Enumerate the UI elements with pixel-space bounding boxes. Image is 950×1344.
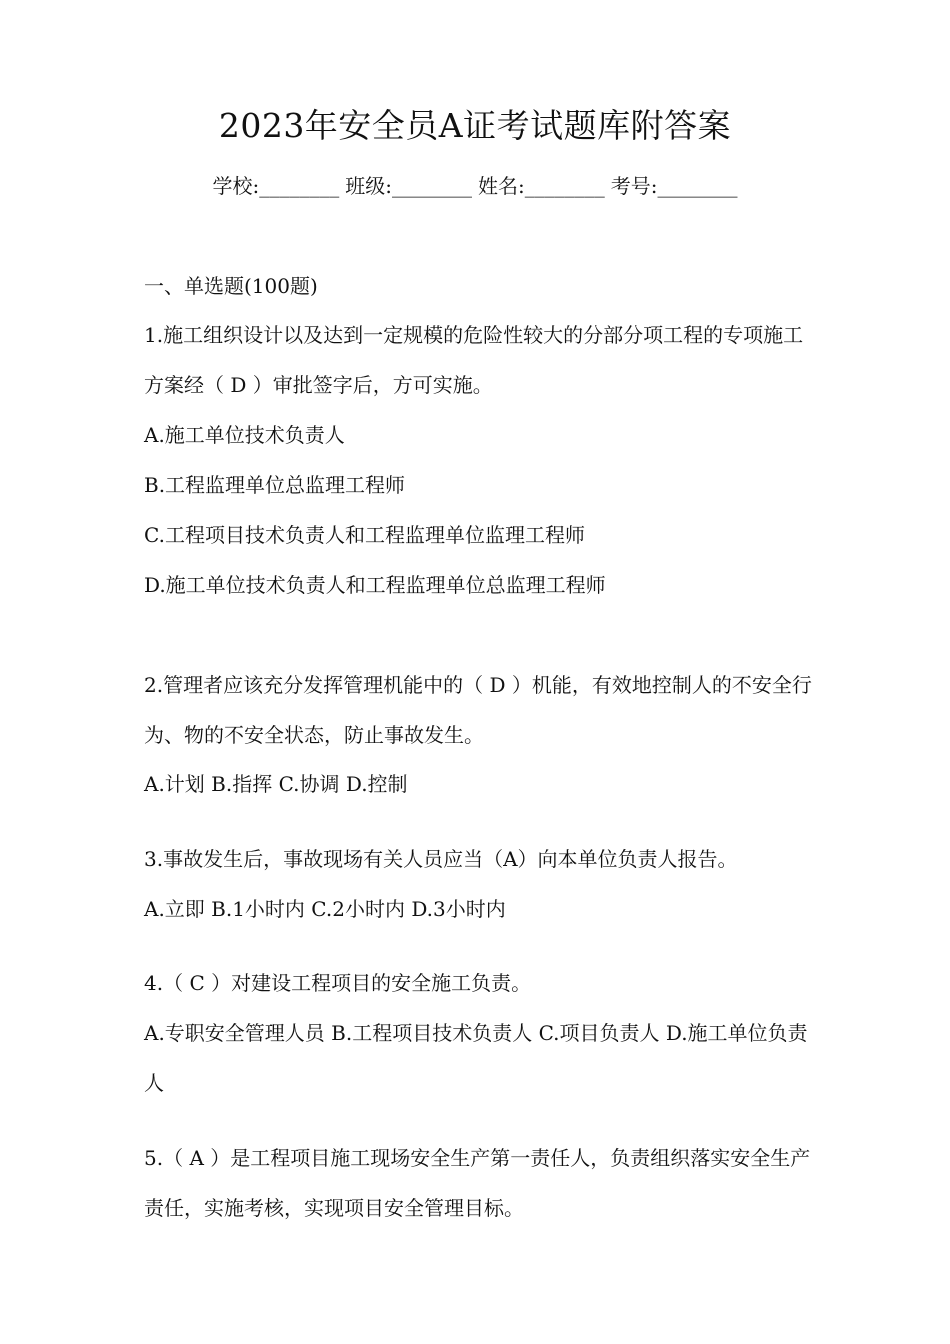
question-1-option-c: C.工程项目技术负责人和工程监理单位监理工程师 [144, 523, 585, 547]
question-2-options: A.计划 B.指挥 C.协调 D.控制 [144, 772, 408, 796]
question-3-options: A.立即 B.1小时内 C.2小时内 D.3小时内 [144, 897, 506, 921]
question-stem-2: 2.管理者应该充分发挥管理机能中的（ D ）机能，有效地控制人的不安全行为、物的不安全状态，防止事故发生。 [144, 673, 812, 747]
info-field-exam-number: 考号:________ [610, 174, 738, 198]
question-4-options: A.专职安全管理人员 B.工程项目技术负责人 C.项目负责人 D.施工单位负责人 [144, 1021, 808, 1095]
info-field-name: 姓名:________ [478, 174, 605, 198]
question-stem-3: 3.事故发生后，事故现场有关人员应当（A）向本单位负责人报告。 [144, 847, 738, 871]
question-1-option-b: B.工程监理单位总监理工程师 [144, 473, 406, 497]
student-info-line [0, 168, 950, 204]
question-stem-1: 1.施工组织设计以及达到一定规模的危险性较大的分部分项工程的专项施工方案经（ D ）审批签字后，方可实施。 [144, 323, 804, 397]
question-stem-5: 5.（ A ）是工程项目施工现场安全生产第一责任人，负责组织落实安全生产责任，实施考核，实现项目安全管理目标。 [144, 1146, 811, 1220]
question-1-option-a: A.施工单位技术负责人 [144, 423, 345, 447]
info-field-school: 学校:________ [212, 174, 340, 198]
section-heading: 一、单选题(100题) [144, 274, 318, 298]
document-title: 2023年安全员A证考试题库附答案 [218, 106, 732, 145]
question-stem-4: 4.（ C ）对建设工程项目的安全施工负责。 [144, 971, 532, 995]
info-field-class: 班级:________ [345, 174, 472, 198]
question-1-option-d: D.施工单位技术负责人和工程监理单位总监理工程师 [144, 573, 606, 597]
